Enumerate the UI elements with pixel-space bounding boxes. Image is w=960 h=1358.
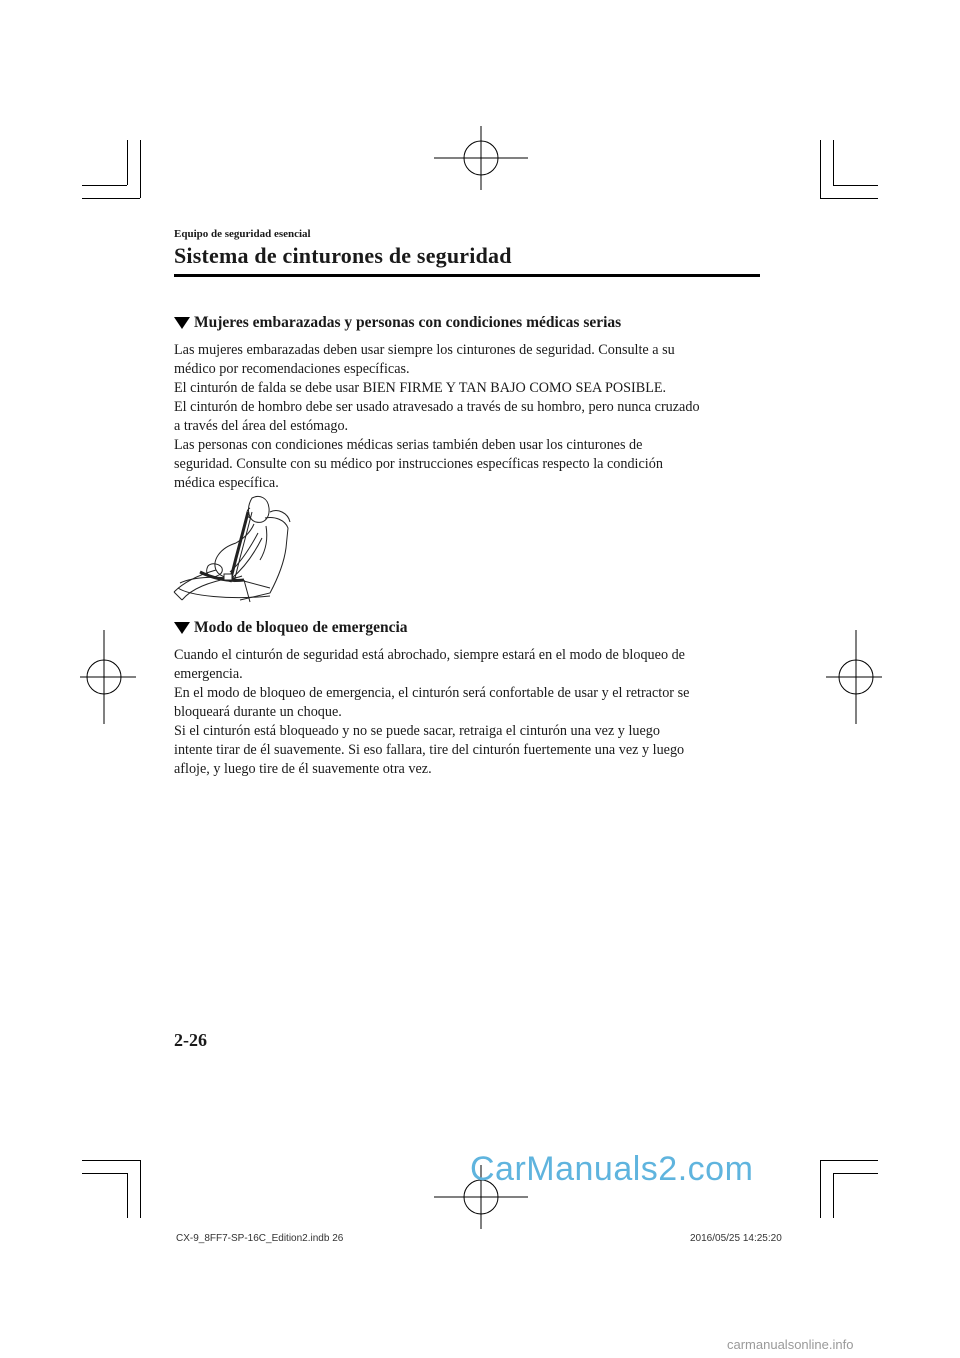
text-line: a través del área del estómago. xyxy=(174,418,349,434)
paragraph-emergency-lock xyxy=(174,646,766,779)
text-line: Las personas con condiciones médicas serias también deben usar los cinturones de xyxy=(174,437,643,453)
registration-mark-top xyxy=(434,126,528,190)
text-line: El cinturón de falda se debe usar BIEN FIRME Y TAN BAJO COMO SEA POSIBLE. xyxy=(174,380,667,396)
text-line: Las mujeres embarazadas deben usar siempre los cinturones de seguridad. Consulte a su xyxy=(174,342,675,358)
watermark-secondary[interactable]: carmanualsonline.info xyxy=(727,1337,854,1352)
section-heading-emergency-lock xyxy=(174,619,408,637)
pregnant-seatbelt-illustration xyxy=(170,488,295,606)
registration-mark-right xyxy=(826,630,882,724)
title-rule xyxy=(174,274,760,277)
triangle-bullet-icon xyxy=(174,317,190,329)
text-line: emergencia. xyxy=(174,666,243,682)
triangle-bullet-icon xyxy=(174,622,190,634)
footer-file-name: CX-9_8FF7-SP-16C_Edition2.indb 26 xyxy=(176,1233,344,1244)
footer-timestamp: 2016/05/25 14:25:20 xyxy=(690,1233,782,1244)
page-title: Sistema de cinturones de seguridad xyxy=(174,243,512,268)
text-line: bloqueará durante un choque. xyxy=(174,704,342,720)
text-line: médica específica. xyxy=(174,475,279,491)
text-line: afloje, y luego tire de él suavemente otra vez. xyxy=(174,761,432,777)
text-line: En el modo de bloqueo de emergencia, el cinturón será confortable de usar y el retractor se xyxy=(174,685,690,701)
text-line: El cinturón de hombro debe ser usado atravesado a través de su hombro, pero nunca cruzado xyxy=(174,399,700,415)
registration-mark-left xyxy=(80,630,136,724)
text-line: Si el cinturón está bloqueado y no se puede sacar, retraiga el cinturón una vez y luego xyxy=(174,723,660,739)
page-number: 2-26 xyxy=(174,1030,207,1050)
section-heading-text: Mujeres embarazadas y personas con condiciones médicas serias xyxy=(194,314,622,331)
section-label: Equipo de seguridad esencial xyxy=(174,228,311,240)
text-line: intente tirar de él suavemente. Si eso fallara, tire del cinturón fuertemente una vez y luego xyxy=(174,742,685,758)
paragraph-pregnant xyxy=(174,341,766,493)
section-heading-text: Modo de bloqueo de emergencia xyxy=(194,619,408,636)
watermark-primary[interactable]: CarManuals2.com xyxy=(470,1150,754,1188)
text-line: seguridad. Consulte con su médico por instrucciones específicas respecto la condición xyxy=(174,456,663,472)
text-line: Cuando el cinturón de seguridad está abrochado, siempre estará en el modo de bloqueo de xyxy=(174,647,685,663)
text-line: médico por recomendaciones específicas. xyxy=(174,361,410,377)
section-heading-pregnant xyxy=(174,314,621,332)
